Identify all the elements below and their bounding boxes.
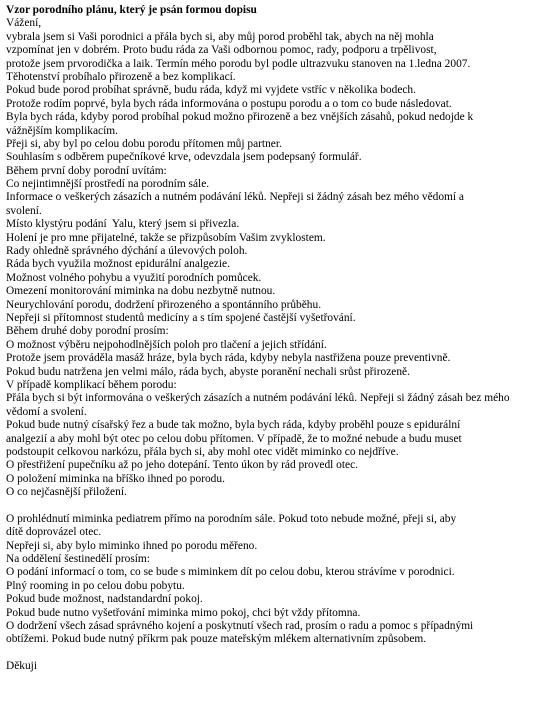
text-line: O podání informací o tom, co se bude s miminkem dít po celou dobu, kterou strávíme v porodnici. <box>6 566 455 579</box>
text-line: Děkuji <box>6 660 38 673</box>
text-line: Souhlasím s odběrem pupečníkové krve, odevzdala jsem podepsaný formulář. <box>6 151 362 164</box>
text-line: Byla bych ráda, kdyby porod probíhal pokud možno přirozeně a bez vnějších zásahů, pokud nedojde k <box>6 111 474 124</box>
text-line: Informace o veškerých zásazích a nutném podávání léků. Nepřeji si žádný zásah bez mého vědomí a <box>6 191 464 204</box>
text-line: vybrala jsem si Vaši porodnici a přála bych si, aby můj porod proběhl tak, abych na něj mohla <box>6 30 434 43</box>
text-line: vzpomínat jen v dobrém. Proto budu ráda za Vaši odbornou pomoc, rady, podporu a trpělivost, <box>6 44 437 57</box>
text-line: Neurychlování porodu, dodržení přirozeného a spontánního průběhu. <box>6 298 322 311</box>
text-line: Nepřeji si přítomnost studentů medicíny a s tím spojené častější vyšetřování. <box>6 311 356 324</box>
document-page <box>6 4 548 674</box>
text-line: analgezií a aby mohl být otec po celou dobu přítomen. V případě, že to možné nebude a budu muset <box>6 432 462 445</box>
text-line: Holení je pro mne přijatelné, takže se přizpůsobím Vašim zvyklostem. <box>6 231 326 244</box>
text-line: Co nejintimnější prostředí na porodním sále. <box>6 178 210 191</box>
text-line: Rady ohledně správného dýchání a úlevových poloh. <box>6 245 248 258</box>
text-line: svolení. <box>6 204 42 217</box>
text-line: Možnost volného pohybu a využití porodních pomůcek. <box>6 271 262 284</box>
text-line: Vážení, <box>6 17 42 30</box>
text-line: Pokud bude porod probíhat správně, budu ráda, když mi vyjdete vstříc v několika bodech. <box>6 84 416 97</box>
text-line: Přeji si, aby byl po celou dobu porodu přítomen můj partner. <box>6 137 282 150</box>
text-line: protože jsem prvorodička a laik. Termín mého porodu byl podle ultrazvuku stanoven na 1.ledna 2007. <box>6 57 471 70</box>
text-line: vědomí a svolení. <box>6 405 87 418</box>
text-line: Pokud budu natržena jen velmi málo, ráda bych, abyste poranění nechali srůst přirozeně. <box>6 365 410 378</box>
text-line: O přestřižení pupečníku až po jeho dotepání. Tento úkon by rád provedl otec. <box>6 459 358 472</box>
text-line: dítě doprovázel otec. <box>6 526 102 539</box>
document-title: Vzor porodního plánu, který je psán formou dopisu <box>6 4 257 16</box>
text-line: Na oddělení šestinedělí prosím: <box>6 553 150 566</box>
text-line: Během druhé doby porodní prosím: <box>6 325 169 338</box>
document-body <box>6 17 548 673</box>
text-line: Protože jsem prováděla masáž hráze, byla bych ráda, kdyby nebyla nastřižena pouze preventivně. <box>6 352 451 365</box>
text-line: Omezení monitorování miminka na dobu nezbytně nutnou. <box>6 285 276 298</box>
text-line: Místo klystýru podání Yalu, který jsem si přivezla. <box>6 218 240 231</box>
text-line: Plný rooming in po celou dobu pobytu. <box>6 579 185 592</box>
text-line: O položení miminka na bříško ihned po porodu. <box>6 472 225 485</box>
text-line: O dodržení všech zásad správného kojení a poskytnutí všech rad, prosím o radu a pomoc s případnými <box>6 619 474 632</box>
text-line: Nepřeji si, aby bylo miminko ihned po porodu měřeno. <box>6 539 258 552</box>
text-line: O prohlédnutí miminka pediatrem přímo na porodním sále. Pokud toto nebude možné, přeji si, aby <box>6 512 457 525</box>
blank-line <box>6 499 548 512</box>
text-line: O možnost výběru nejpohodlnějších poloh pro tlačení a jejich střídání. <box>6 338 327 351</box>
text-line: Protože rodím poprvé, byla bych ráda informována o postupu porodu a o tom co bude následovat. <box>6 97 452 110</box>
text-line: Přála bych si být informována o veškerých zásazích a nutném podávání léků. Nepřeji si žádný zásah bez mého <box>6 392 510 405</box>
text-line: Pokud bude nutný císařský řez a bude tak možno, byla bych ráda, kdyby proběhl pouze s epidurální <box>6 419 461 432</box>
text-line: Pokud bude nutno vyšetřování miminka mimo pokoj, chci být vždy přítomna. <box>6 606 361 619</box>
text-line: O co nejčasnější přiložení. <box>6 486 127 499</box>
text-line: Pokud bude možnost, nadstandardní pokoj. <box>6 593 203 606</box>
text-line: Během první doby porodní uvítám: <box>6 164 167 177</box>
text-line: V případě komplikací během porodu: <box>6 378 177 391</box>
text-line: podstoupit celkovou narkózu, přála bych si, aby mohl otec vidět miminko co nejdříve. <box>6 445 399 458</box>
text-line: vážnějším komplikacím. <box>6 124 118 137</box>
blank-line <box>6 647 548 660</box>
text-line: obtížemi. Pokud bude nutný příkrm pak pouze mateřským mlékem alternativním způsobem. <box>6 633 427 646</box>
text-line: Ráda bych využila možnost epidurální analgezie. <box>6 258 230 271</box>
text-line: Těhotenství probíhalo přirozeně a bez komplikací. <box>6 70 236 83</box>
